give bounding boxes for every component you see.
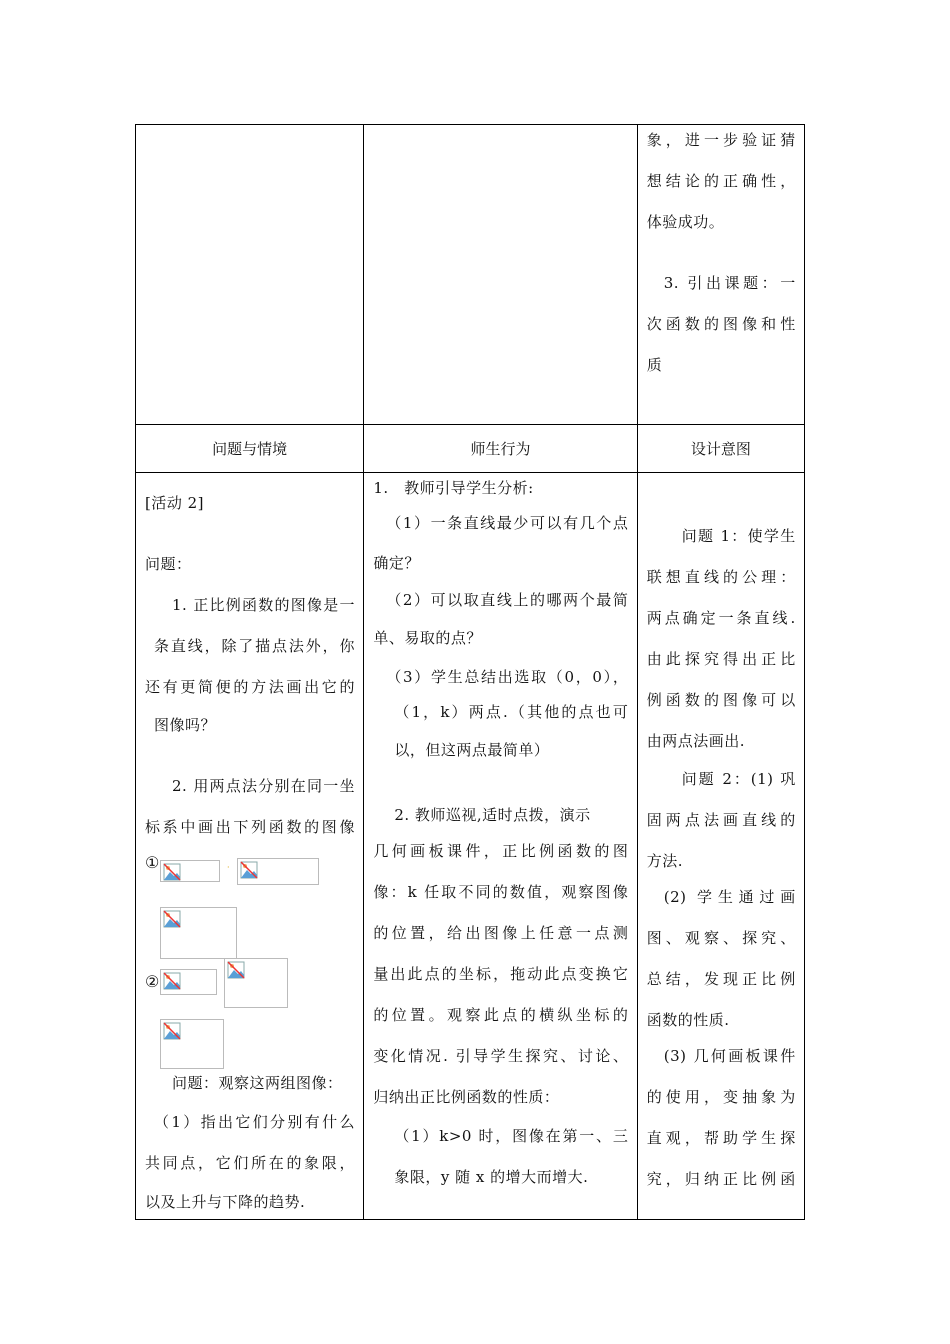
text-line: 图像吗？ [154, 716, 217, 734]
text-line: 3. 引出课题：一 [663, 274, 796, 292]
text-line: 联想直线的公理： [646, 568, 796, 586]
text-line: 由两点法画出. [646, 732, 746, 750]
text-line: 问题：观察这两组图像： [172, 1074, 343, 1092]
row1-col3-cell [637, 125, 804, 425]
text-line: [活动 2] [145, 494, 205, 512]
text-line: 单、易取的点？ [373, 629, 482, 647]
text-line: （2）可以取直线上的哪两个最简 [386, 591, 629, 609]
text-line: 的使用，变抽象为 [646, 1088, 796, 1106]
image-placeholder [237, 858, 319, 885]
text-line: 量出此点的坐标，拖动此点变换它 [373, 965, 629, 983]
text-line: 归纳出正比例函数的性质： [373, 1088, 560, 1106]
text-line: 共同点，它们所在的象限， [145, 1154, 355, 1172]
text-line: (3) 几何画板课件 [663, 1047, 796, 1065]
broken-image-icon [163, 863, 181, 881]
text-line: 函数的性质. [646, 1011, 730, 1029]
text-line: 质 [646, 356, 663, 374]
image-placeholder [160, 860, 220, 882]
broken-image-icon [240, 861, 258, 879]
broken-image-icon [227, 961, 245, 979]
row2-col2-cell [364, 473, 637, 1220]
text-line: 体验成功。 [646, 213, 725, 231]
table-row [136, 473, 805, 1220]
text-line: 以，但这两点最简单） [394, 741, 550, 759]
text-line: 1. 正比例函数的图像是一 [172, 596, 355, 614]
text-line: （1，k）两点.（其他的点也可 [394, 703, 629, 721]
image-placeholder [224, 958, 288, 1008]
text-line: 例函数的图像可以 [646, 691, 796, 709]
image-placeholder [160, 907, 237, 959]
header-design-intent: 设计意图 [637, 425, 804, 473]
text-line: 象限，y 随 x 的增大而增大. [394, 1168, 589, 1186]
circled-one-label: ① [145, 853, 160, 872]
text-line: (2) 学生通过画 [663, 888, 796, 906]
text-line: 次函数的图像和性 [646, 315, 796, 333]
row2-col1-cell [136, 473, 364, 1220]
header-problem-situation: 问题与情境 [136, 425, 364, 473]
lesson-plan-table [135, 124, 805, 1220]
row1-col1-cell [136, 125, 364, 425]
text-line: 2. 用两点法分别在同一坐 [172, 777, 355, 795]
text-line: 的位置。观察此点的横纵坐标的 [373, 1006, 629, 1024]
text-line: 直观，帮助学生探 [646, 1129, 796, 1147]
text-line: 几何画板课件，正比例函数的图 [373, 842, 629, 860]
text-line: 确定？ [373, 554, 420, 572]
text-line: 像：k 任取不同的数值，观察图像 [373, 883, 629, 901]
text-line: 变化情况. 引导学生探究、讨论、 [373, 1047, 629, 1065]
text-line: 总结，发现正比例 [646, 970, 796, 988]
row1-col2-cell [364, 125, 637, 425]
text-line: 想结论的正确性， [646, 172, 796, 190]
circled-two-label: ② [145, 972, 160, 991]
row2-col3-cell [637, 473, 804, 1220]
text-line: 图、观察、探究、 [646, 929, 796, 947]
text-line: 方法. [646, 852, 684, 870]
header-teacher-student-behavior: 师生行为 [364, 425, 637, 473]
text-line: 两点确定一条直线. [646, 609, 796, 627]
text-line: （3）学生总结出选取（0，0）， [386, 668, 629, 686]
table-row [136, 125, 805, 425]
text-line: 条直线，除了描点法外，你 [154, 637, 355, 655]
text-line: 标系中画出下列函数的图像 [145, 818, 355, 836]
table-header-row [136, 425, 805, 473]
text-line: （1）k>0 时，图像在第一、三 [394, 1127, 629, 1145]
text-line: 象，进一步验证猜 [646, 131, 796, 149]
text-line: （1）一条直线最少可以有几个点 [386, 514, 629, 532]
broken-image-icon [163, 972, 181, 990]
text-line: 还有更简便的方法画出它的 [145, 678, 355, 696]
broken-image-icon [163, 910, 181, 928]
text-line: 问题 2：(1) 巩 [681, 770, 796, 788]
text-line: 由此探究得出正比 [646, 650, 796, 668]
text-line: 究，归纳正比例函 [646, 1170, 796, 1188]
text-line: 1. 教师引导学生分析: [373, 479, 534, 497]
text-line: 以及上升与下降的趋势. [145, 1193, 306, 1211]
text-line: 2. 教师巡视,适时点拨，演示 [394, 806, 591, 824]
text-line: （1）指出它们分别有什么 [154, 1113, 355, 1131]
image-placeholder [160, 1019, 224, 1069]
text-line: 问题 1：使学生 [681, 527, 796, 545]
text-line: 固两点法画直线的 [646, 811, 796, 829]
text-line: 问题： [145, 555, 192, 573]
text-line: 的位置，给出图像上任意一点测 [373, 924, 629, 942]
image-placeholder [160, 969, 217, 995]
broken-image-icon [163, 1022, 181, 1040]
dot-mark: · [227, 863, 231, 872]
